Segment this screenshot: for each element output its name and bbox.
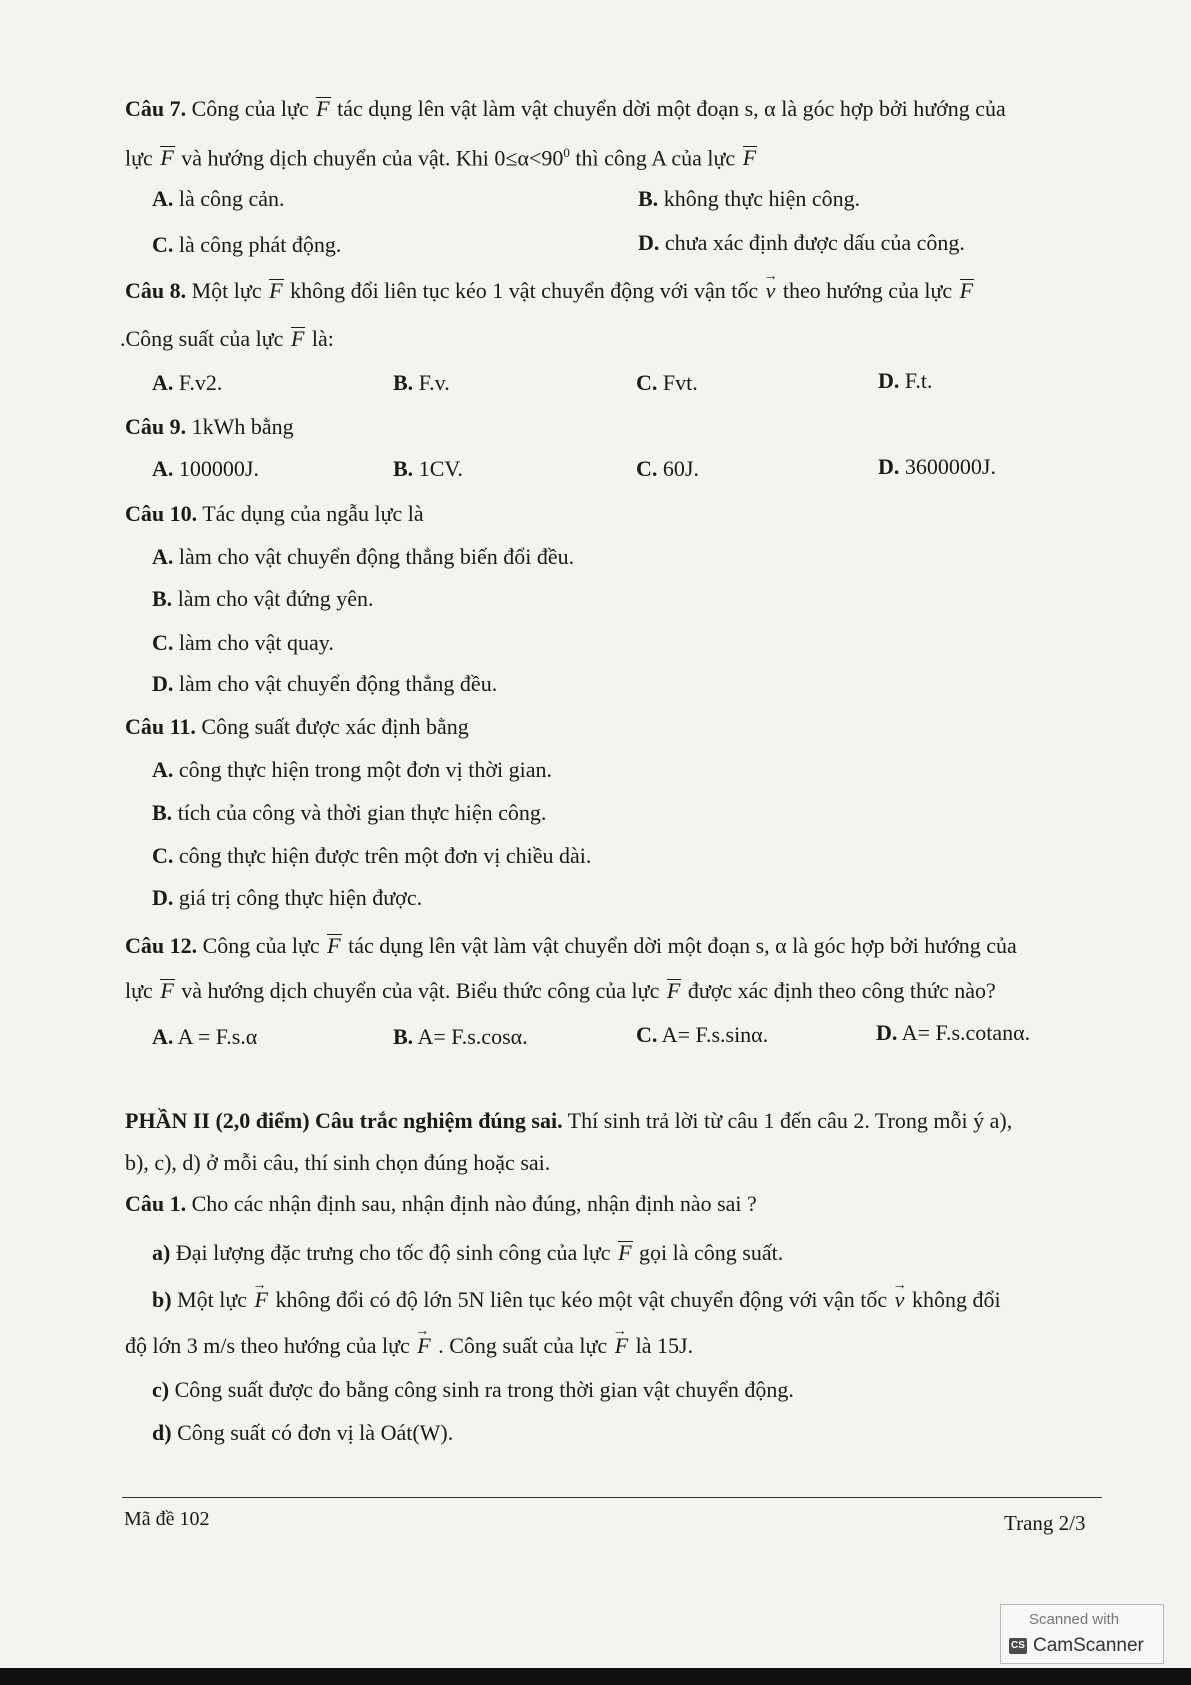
part2-text: Thí sinh trả lời từ câu 1 đến câu 2. Trong mỗi ý a), (562, 1108, 1013, 1133)
option-text: A= F.s.sinα. (657, 1022, 769, 1047)
option-text: giá trị công thực hiện được. (173, 885, 423, 910)
q9-option-d (878, 454, 996, 480)
option-text: công thực hiện trong một đơn vị thời gian. (173, 757, 552, 782)
q9-label: Câu 9. (125, 414, 187, 439)
option-text: không thực hiện công. (658, 186, 861, 211)
q12-text: và hướng dịch chuyển của vật. Biểu thức công của lực (175, 978, 665, 1003)
option-text: làm cho vật đứng yên. (172, 586, 374, 611)
q10-text: Tác dụng của ngẫu lực là (197, 501, 424, 526)
q7-text: tác dụng lên vật làm vật chuyển dời một đoạn s, α là góc hợp bởi hướng của (331, 96, 1006, 121)
force-vector-symbol: F (742, 145, 757, 171)
part2-text: b), c), d) ở mỗi câu, thí sinh chọn đúng hoặc sai. (125, 1150, 551, 1175)
q9-text: 1kWh bằng (186, 414, 294, 439)
force-vector-symbol: → F (253, 1287, 270, 1313)
option-text: chưa xác định được dấu của công. (659, 230, 965, 255)
q10-label: Câu 10. (125, 501, 198, 526)
q10-option-a (152, 544, 574, 570)
statement-text: . Công suất của lực (432, 1333, 613, 1358)
q12-line1 (125, 933, 1017, 959)
q8-text: .Công suất của lực (120, 326, 289, 351)
q7-line2 (125, 140, 758, 171)
option-letter: A. (152, 757, 174, 782)
p2q1-statement-d (152, 1420, 453, 1446)
q12-text: được xác định theo công thức nào? (682, 978, 996, 1003)
force-vector-symbol: F (269, 278, 283, 303)
option-letter: B. (152, 586, 173, 611)
option-letter: C. (636, 1022, 658, 1047)
force-vector-symbol: F (160, 145, 174, 171)
q12-text: Công của lực (197, 933, 326, 958)
force-vector-symbol: F (290, 326, 305, 351)
option-text: A = F.s.α (173, 1024, 258, 1049)
q7-text: lực (125, 145, 159, 171)
statement-text: Công suất được đo bằng công sinh ra trong thời gian vật chuyển động. (169, 1377, 794, 1402)
force-vector-symbol: F (666, 978, 681, 1003)
statement-text: Công suất có đơn vị là Oát(W). (171, 1420, 454, 1445)
q10-option-b (152, 586, 374, 612)
option-letter: D. (876, 1020, 898, 1045)
q11-label: Câu 11. (125, 714, 196, 739)
force-vector-symbol: F (618, 1240, 632, 1265)
option-letter: C. (152, 843, 174, 868)
option-letter: D. (638, 230, 660, 255)
q7-label: Câu 7. (125, 96, 187, 121)
q12-line2 (125, 978, 996, 1004)
force-vector-symbol: → F (613, 1333, 630, 1359)
q8-option-c (636, 370, 698, 396)
option-text: A= F.s.cotanα. (897, 1020, 1031, 1045)
q11-option-c (152, 843, 591, 869)
option-text: tích của công và thời gian thực hiện công. (172, 800, 547, 825)
part2-line2 (125, 1150, 550, 1176)
option-letter: A. (152, 1024, 174, 1049)
option-letter: A. (152, 456, 174, 481)
q7-text: thì công A của lực (569, 145, 741, 171)
option-text: F.t. (899, 368, 933, 393)
option-text: Fvt. (657, 370, 698, 395)
q7-text: và hướng dịch chuyển của vật. Khi 0≤α<90 (175, 145, 564, 171)
option-letter: C. (152, 630, 174, 655)
force-vector-symbol: F (327, 933, 341, 958)
q10-option-d (152, 671, 497, 697)
option-letter: B. (393, 456, 414, 481)
q9-option-b (393, 456, 463, 482)
option-letter: A. (152, 544, 174, 569)
page-number: Trang 2/3 (1004, 1511, 1086, 1535)
q8-option-a (152, 370, 222, 396)
force-vector-symbol: F (316, 96, 330, 121)
q7-option-a (152, 186, 285, 212)
badge-line2: CamScanner (1033, 1635, 1144, 1656)
p2q1-statement-c (152, 1377, 794, 1403)
q9-option-c (636, 456, 699, 482)
option-text: 60J. (657, 456, 699, 481)
q12-option-b (393, 1024, 528, 1050)
statement-text: gọi là công suất. (633, 1240, 784, 1265)
q9-line (125, 414, 294, 440)
option-letter: C. (152, 232, 174, 257)
option-letter: D. (152, 671, 174, 696)
option-letter: A. (152, 186, 174, 211)
q10-line (125, 501, 424, 527)
camscanner-icon: CS (1009, 1638, 1027, 1654)
q10-option-c (152, 630, 334, 656)
p2q1-label: Câu 1. (125, 1191, 187, 1216)
force-vector-symbol: → F (415, 1333, 432, 1359)
option-letter: B. (393, 1024, 414, 1049)
q7-option-c (152, 232, 341, 258)
statement-text: Đại lượng đặc trưng cho tốc độ sinh công của lực (170, 1240, 617, 1265)
q8-option-d (878, 368, 932, 394)
option-letter: B. (638, 186, 659, 211)
option-text: 1CV. (413, 456, 463, 481)
p2q1-statement-a (152, 1240, 783, 1266)
q8-text: là: (306, 326, 334, 351)
p2q1-line (125, 1191, 757, 1217)
q12-text: tác dụng lên vật làm vật chuyển dời một đoạn s, α là góc hợp bởi hướng của (342, 933, 1017, 958)
statement-text: không đổi (906, 1287, 1001, 1312)
velocity-vector-symbol: → v (893, 1287, 907, 1313)
q8-label: Câu 8. (125, 278, 187, 303)
degree-sup: 0 (563, 145, 570, 160)
option-text: F.v. (413, 370, 450, 395)
q11-option-d (152, 885, 422, 911)
q11-text: Công suất được xác định bằng (195, 714, 469, 739)
q9-option-a (152, 456, 259, 482)
option-text: làm cho vật chuyển động thẳng biến đổi đều. (173, 544, 575, 569)
q7-text: Công của lực (186, 96, 315, 121)
force-vector-symbol: F (160, 978, 174, 1003)
q12-option-a (152, 1024, 257, 1050)
q11-option-b (152, 800, 546, 826)
option-text: 100000J. (173, 456, 259, 481)
q8-line1 (125, 278, 975, 304)
velocity-vector-symbol: → v (764, 278, 778, 304)
option-text: công thực hiện được trên một đơn vị chiều dài. (173, 843, 592, 868)
q12-label: Câu 12. (125, 933, 198, 958)
statement-text: là 15J. (630, 1333, 694, 1358)
q8-option-b (393, 370, 450, 396)
option-text: là công cản. (173, 186, 285, 211)
q11-line (125, 714, 469, 740)
exam-code: Mã đề 102 (124, 1508, 210, 1530)
statement-letter: b) (152, 1287, 172, 1312)
q8-text: theo hướng của lực (777, 278, 958, 303)
q8-text: Một lực (186, 278, 268, 303)
bottom-edge-bar (0, 1668, 1191, 1685)
q7-line1 (125, 96, 1006, 122)
option-letter: A. (152, 370, 174, 395)
option-text: là công phát động. (173, 232, 342, 257)
badge-line1: Scanned with (1029, 1611, 1120, 1628)
statement-letter: d) (152, 1420, 172, 1445)
force-vector-symbol: F (959, 278, 974, 303)
option-text: A= F.s.cosα. (413, 1024, 528, 1049)
option-text: làm cho vật quay. (173, 630, 334, 655)
q7-option-b (638, 186, 860, 212)
part2-heading: PHẦN II (2,0 điểm) Câu trắc nghiệm đúng sai. (125, 1108, 563, 1133)
option-text: 3600000J. (899, 454, 996, 479)
option-letter: B. (152, 800, 173, 825)
q8-text: không đổi liên tục kéo 1 vật chuyển động với vận tốc (284, 278, 764, 303)
statement-letter: c) (152, 1377, 170, 1402)
p2q1-statement-b-line2 (125, 1333, 693, 1359)
option-letter: D. (152, 885, 174, 910)
statement-text: độ lớn 3 m/s theo hướng của lực (125, 1333, 416, 1358)
option-letter: D. (878, 454, 900, 479)
option-letter: C. (636, 456, 658, 481)
q12-option-d (876, 1020, 1030, 1046)
option-letter: B. (393, 370, 414, 395)
part2-line1 (125, 1108, 1012, 1134)
option-letter: C. (636, 370, 658, 395)
q11-option-a (152, 757, 552, 783)
q8-line2 (120, 326, 334, 352)
statement-text: không đổi có độ lớn 5N liên tục kéo một vật chuyển động với vận tốc (270, 1287, 893, 1312)
option-letter: D. (878, 368, 900, 393)
q12-text: lực (125, 978, 159, 1003)
option-text: F.v2. (173, 370, 223, 395)
camscanner-badge (1000, 1604, 1164, 1664)
p2q1-statement-b (152, 1287, 1001, 1313)
footer-divider (122, 1497, 1102, 1498)
option-text: làm cho vật chuyển động thẳng đều. (173, 671, 498, 696)
q7-option-d (638, 230, 965, 256)
statement-letter: a) (152, 1240, 171, 1265)
q12-option-c (636, 1022, 768, 1048)
statement-text: Một lực (171, 1287, 253, 1312)
p2q1-text: Cho các nhận định sau, nhận định nào đúng, nhận định nào sai ? (186, 1191, 757, 1216)
